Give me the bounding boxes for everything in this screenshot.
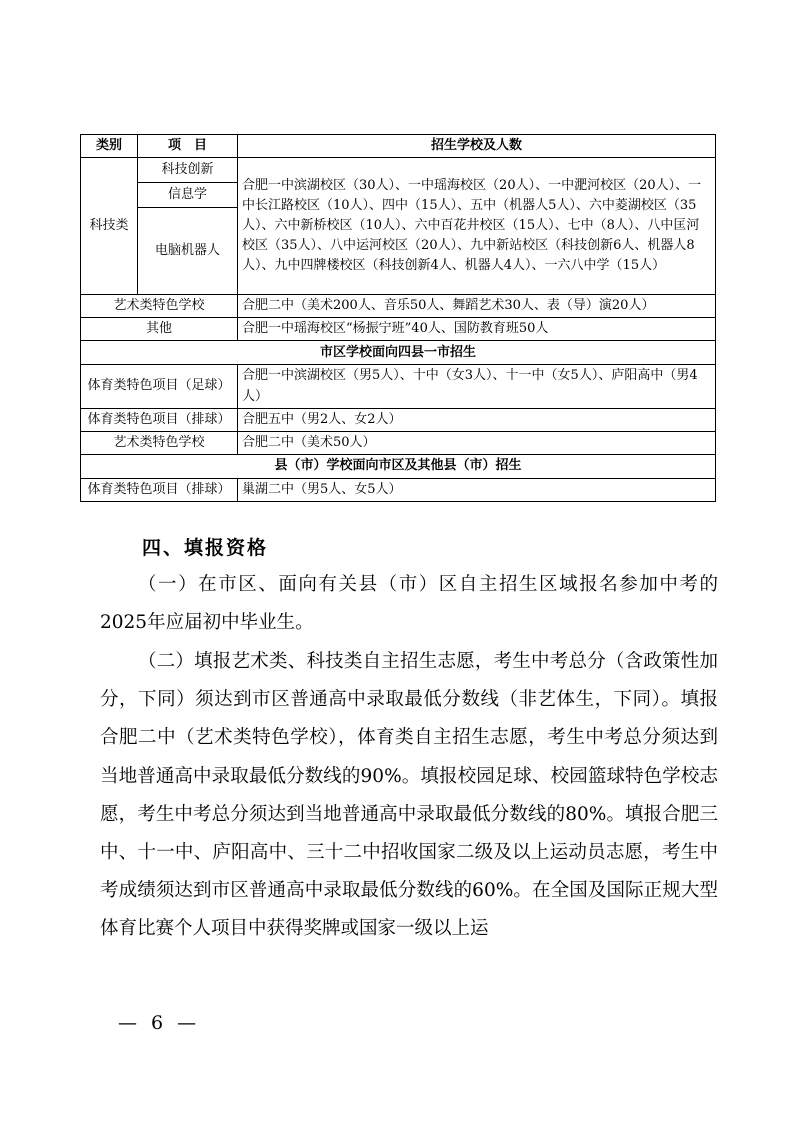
tech-schools-cell: 合肥一中滨湖校区（30人）、一中瑶海校区（20人）、一中淝河校区（20人）、一中长江路校区（10人）、四中（15人）、五中（机器人5人）、六中菱湖校区（35人）、六中新桥校区（10人）、六中百花井校区（15人）、七中（8人）、八中匡河校区（35人）、八中运河校区（20人）、九中新站校区（科技创新6人、机器人8人）、九中四牌楼校区（科技创新4人、机器人4人）、一六八中学（15人）	[238, 158, 716, 295]
table-row	[81, 431, 716, 454]
header-item: 项 目	[138, 135, 238, 158]
table-row	[81, 318, 716, 341]
enrollment-table	[80, 134, 716, 502]
header-schools: 招生学校及人数	[238, 135, 716, 158]
other-label: 其他	[81, 318, 238, 341]
art2-schools: 合肥二中（美术50人）	[238, 431, 716, 454]
section-row	[81, 341, 716, 365]
football-schools: 合肥一中滨湖校区（男5人）、十中（女3人）、十一中（女5人）、庐阳高中（男4人）	[238, 365, 716, 408]
table-row	[81, 365, 716, 408]
header-category: 类别	[81, 135, 138, 158]
section-heading: 四、填报资格	[142, 537, 269, 559]
tech-category-cell: 科技类	[81, 158, 138, 295]
other-schools: 合肥一中瑶海校区“杨振宁班”40人、国防教育班50人	[238, 318, 716, 341]
page-number: — 6 —	[118, 1012, 201, 1034]
table-row	[81, 295, 716, 318]
volleyball2-schools: 巢湖二中（男5人、女5人）	[238, 478, 716, 501]
section-title-city: 县（市）学校面向市区及其他县（市）招生	[81, 454, 716, 478]
volleyball2-label: 体育类特色项目（排球）	[81, 478, 238, 501]
section-title-county: 市区学校面向四县一市招生	[81, 341, 716, 365]
table-row	[81, 158, 716, 183]
art2-label: 艺术类特色学校	[81, 431, 238, 454]
table-row	[81, 478, 716, 501]
volleyball-label: 体育类特色项目（排球）	[81, 408, 238, 431]
art-label: 艺术类特色学校	[81, 295, 238, 318]
football-label: 体育类特色项目（足球）	[81, 365, 238, 408]
tech-item-robotics: 电脑机器人	[138, 208, 238, 295]
table-row	[81, 408, 716, 431]
tech-item-innovation: 科技创新	[138, 158, 238, 183]
art-schools: 合肥二中（美术200人、音乐50人、舞蹈艺术30人、表（导）演20人）	[238, 295, 716, 318]
paragraph-1: （一）在市区、面向有关县（市）区自主招生区域报名参加中考的2025年应届初中毕业生。	[100, 574, 718, 634]
table-header-row	[81, 135, 716, 158]
volleyball-schools: 合肥五中（男2人、女2人）	[238, 408, 716, 431]
tech-item-informatics: 信息学	[138, 183, 238, 208]
section-row	[81, 454, 716, 478]
paragraph-2: （二）填报艺术类、科技类自主招生志愿，考生中考总分（含政策性加分，下同）须达到市区普通高中录取最低分数线（非艺体生，下同）。填报合肥二中（艺术类特色学校），体育类自主招生志愿，考生中考总分须达到当地普通高中录取最低分数线的90%。填报校园足球、校园篮球特色学校志愿，考生中考总分须达到当地普通高中录取最低分数线的80%。填报合肥三中、十一中、庐阳高中、三十二中招收国家二级及以上运动员志愿，考生中考成绩须达到市区普通高中录取最低分数线的60%。在全国及国际正规大型体育比赛个人项目中获得奖牌或国家一级以上运	[100, 651, 718, 940]
